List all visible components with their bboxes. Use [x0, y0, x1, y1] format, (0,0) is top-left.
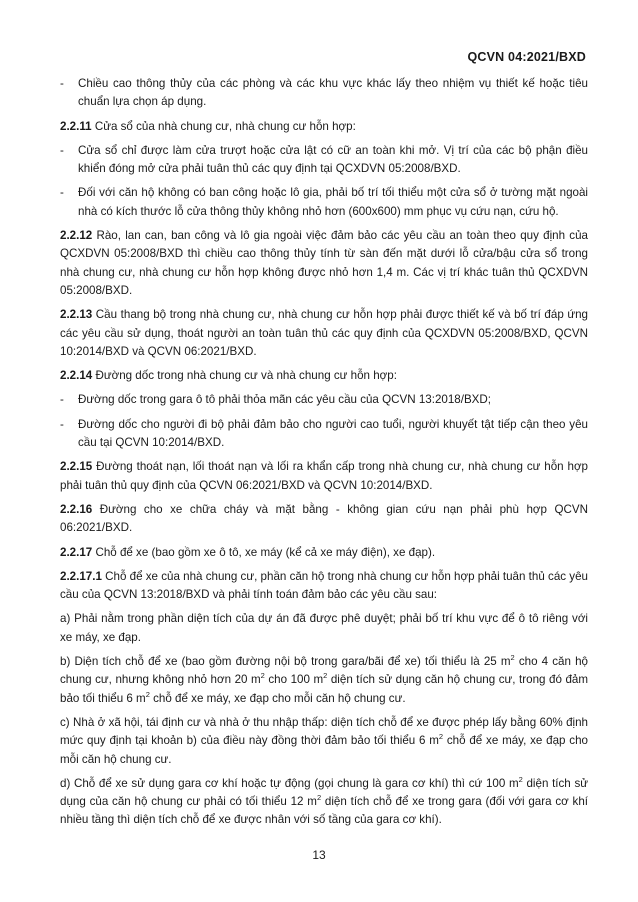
bullet-item	[60, 416, 588, 453]
paragraph-text: Đường cho xe chữa cháy và mặt bằng - không gian cứu nạn phải phù hợp QCVN 06:2021/BXD.	[60, 502, 588, 535]
bullet-text: Chiều cao thông thủy của các phòng và các khu vực khác lấy theo nhiệm vụ thiết kế hoặc tiêu chuẩn lựa chọn áp dụng.	[78, 77, 588, 109]
paragraph-text: cho 4 căn hộ chung cư, nhưng không nhỏ hơn 20 m	[60, 655, 588, 687]
superscript: 2	[438, 732, 444, 742]
bullet-dash: -	[60, 417, 64, 431]
bullet-dash: -	[60, 77, 64, 90]
clause-number: 2.2.13	[60, 308, 93, 322]
paragraph-text: b) Diện tích chỗ để xe (bao gồm đường nội bộ trong gara/bãi để xe) tối thiểu là 25 m	[60, 655, 511, 669]
clause-number: 2.2.12	[60, 229, 93, 243]
superscript: 2	[145, 689, 150, 699]
paragraph	[60, 610, 588, 647]
paragraph-text: Cầu thang bộ trong nhà chung cư, nhà chung cư hỗn hợp phải được thiết kế và bố trí đáp ứng các yêu cầu sử dụng, thoát người an toàn tuân thủ các quy định của QCXDVN 05:2008/BXD, QCVN 10:2014/BXD và QCVN 06:2021/BXD.	[60, 308, 588, 358]
paragraph-text: a) Phải nằm trong phần diện tích của dự án đã được phê duyệt; phải bố trí khu vực để ô tô riêng với xe máy, xe đạp.	[60, 612, 588, 644]
paragraph	[60, 775, 588, 830]
bullet-item	[60, 184, 588, 221]
clause-number: 2.2.15	[60, 460, 93, 474]
superscript: 2	[510, 653, 515, 663]
paragraph-text: cho 100 m	[264, 673, 324, 687]
clause-number: 2.2.11	[60, 119, 92, 133]
superscript: 2	[316, 793, 322, 803]
document-code: QCVN 04:2021/BXD	[467, 50, 586, 64]
paragraph-text: Chỗ để xe của nhà chung cư, phần căn hộ trong nhà chung cư hỗn hợp phải tuân thủ các yêu cầu của QCVN 13:2018/BXD và phải tính toán đảm bảo các yêu cầu sau:	[60, 569, 588, 602]
document-body	[60, 75, 588, 836]
paragraph	[60, 653, 588, 708]
bullet-text: Đường dốc cho người đi bộ phải đảm bảo cho người cao tuổi, người khuyết tật tiếp cận theo yêu cầu tại QCVN 10:2014/BXD.	[78, 417, 588, 450]
bullet-text: Đường dốc trong gara ô tô phải thỏa mãn các yêu cầu của QCVN 13:2018/BXD;	[78, 393, 492, 407]
paragraph	[60, 501, 588, 538]
paragraph	[60, 458, 588, 495]
paragraph-text: diện tích sử dụng căn hộ chung cư, trong đó đảm bảo tối thiểu 6 m	[60, 673, 588, 705]
bullet-dash: -	[60, 143, 64, 157]
paragraph-text: c) Nhà ở xã hội, tái định cư và nhà ở thu nhập thấp: diện tích chỗ để xe được phép lấy bằng 60% định mức quy định tại khoản b) của điều này đồng thời đảm bảo tối thiểu 6 m	[60, 715, 588, 748]
bullet-item	[60, 75, 588, 112]
paragraph	[60, 568, 588, 605]
bullet-item	[60, 391, 588, 409]
bullet-text: Đối với căn hộ không có ban công hoặc lô gia, phải bố trí tối thiểu một cửa sổ ở tường mặt ngoài nhà có kích thước lỗ cửa thông thủy không nhỏ hơn (600x600) mm phục vụ cứu nạn, cứu hộ.	[78, 186, 588, 218]
paragraph-text: diện tích chỗ để xe trong gara (đối với gara cơ khí nhiều tầng thì diện tích chỗ để xe được nhân với số tầng của gara cơ khí).	[60, 795, 588, 827]
paragraph-text: d) Chỗ để xe sử dụng gara cơ khí hoặc tự động (gọi chung là gara cơ khí) thì cứ 100 m	[60, 776, 519, 790]
clause-number: 2.2.14	[60, 369, 93, 383]
paragraph-text: Cửa sổ của nhà chung cư, nhà chung cư hỗn hợp:	[91, 119, 356, 133]
paragraph-text: Chỗ để xe (bao gồm xe ô tô, xe máy (kể cả xe máy điện), xe đạp).	[92, 545, 436, 559]
paragraph	[60, 118, 588, 136]
paragraph-text: Đường dốc trong nhà chung cư và nhà chung cư hỗn hợp:	[92, 369, 397, 383]
page-number: 13	[312, 848, 326, 862]
bullet-text: Cửa sổ chỉ được làm cửa trượt hoặc cửa lật có cữ an toàn khi mở. Vị trí của các bộ phận điều khiển đóng mở cửa phải tuân thủ các quy định tại QCXDVN 05:2008/BXD.	[78, 143, 588, 176]
paragraph-text: chỗ để xe máy, xe đạp cho mỗi căn hộ chung cư.	[149, 691, 406, 705]
paragraph	[60, 544, 588, 562]
paragraph	[60, 227, 588, 300]
clause-number: 2.2.17	[60, 545, 93, 559]
bullet-dash: -	[60, 186, 64, 200]
bullet-dash: -	[60, 393, 64, 407]
superscript: 2	[260, 671, 265, 681]
bullet-item	[60, 142, 588, 179]
paragraph-text: Rào, lan can, ban công và lô gia ngoài việc đảm bảo các yêu cầu an toàn theo quy định của QCXDVN 05:2008/BXD thì chiều cao thông thủy tính từ sàn đến mặt dưới lỗ cửa/bậu cửa sổ trong nhà chung cư, nhà chung cư hỗn hợp không được nhỏ hơn 1,4 m. Các vị trí khác tuân thủ QCXDVN 05:2008/BXD.	[60, 229, 588, 297]
paragraph-text: chỗ để xe máy, xe đạp cho mỗi căn hộ chung cư.	[60, 734, 588, 766]
superscript: 2	[518, 774, 523, 784]
paragraph	[60, 306, 588, 361]
paragraph	[60, 367, 588, 385]
superscript: 2	[323, 671, 328, 681]
paragraph-text: diện tích sử dụng của căn hộ chung cư phải có tối thiểu 12 m	[60, 776, 588, 809]
clause-number: 2.2.16	[60, 502, 93, 516]
paragraph-text: Đường thoát nạn, lối thoát nạn và lối ra khẩn cấp trong nhà chung cư, nhà chung cư hỗn hợp phải tuân thủ quy định của QCVN 06:2021/BXD và QCVN 10:2014/BXD.	[60, 460, 588, 492]
paragraph	[60, 714, 588, 769]
clause-number: 2.2.17.1	[60, 569, 102, 583]
